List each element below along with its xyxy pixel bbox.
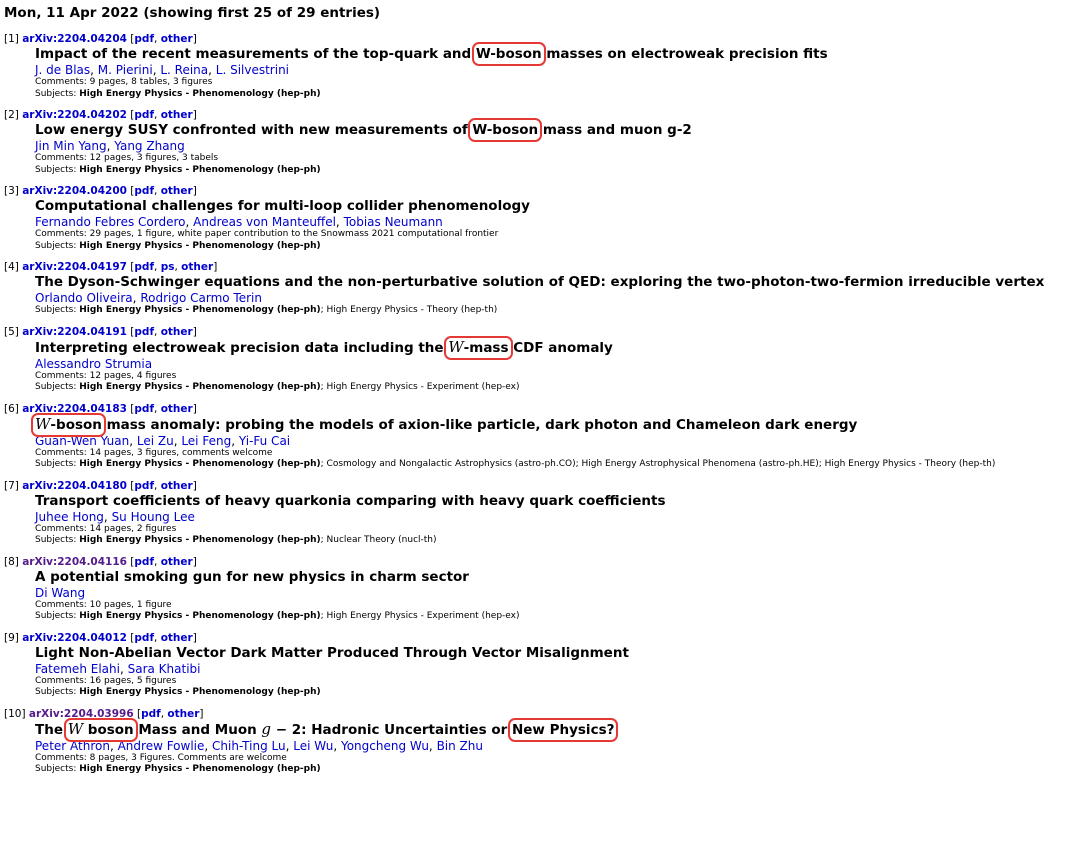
title-text: mass anomaly: probing the models of axion-like particle, dark photon and Chameleon dark energy	[101, 416, 858, 433]
entry-number: [10]	[4, 707, 29, 720]
separator: ,	[154, 109, 161, 121]
bracket-close: ]	[199, 707, 204, 720]
entry-authors	[35, 510, 1080, 524]
entry-comments: Comments: 29 pages, 1 figure, white paper contribution to the Snowmass 2021 computational frontier	[35, 229, 499, 239]
title-text: g − 2: Hadronic Uncertainties or	[261, 719, 512, 738]
math-symbol: W	[67, 719, 84, 738]
subjects-label: Subjects:	[35, 459, 80, 469]
entry-title	[35, 645, 1080, 662]
entry	[4, 631, 1080, 699]
separator: ,	[154, 185, 161, 197]
separator: ,	[106, 139, 115, 153]
arxiv-id-link[interactable]: arXiv:2204.04116	[22, 555, 127, 568]
entry-title	[35, 493, 1080, 510]
subjects-label: Subjects:	[35, 382, 80, 392]
entry-id-line	[4, 479, 1080, 493]
subjects-label: Subjects:	[35, 687, 80, 697]
entry-id-line	[4, 108, 1080, 122]
secondary-subjects: ; High Energy Physics - Theory (hep-th)	[320, 305, 498, 315]
author-link[interactable]: Andrew Fowlie	[117, 738, 205, 753]
entry-subjects	[35, 687, 1080, 699]
arxiv-id-link[interactable]: arXiv:2204.04200	[22, 185, 127, 197]
secondary-subjects: ; Nuclear Theory (nucl-th)	[320, 535, 437, 545]
other-link[interactable]: other	[160, 33, 193, 45]
math-symbol: W	[448, 337, 464, 356]
pdf-link[interactable]: pdf	[134, 33, 155, 45]
separator: ,	[154, 555, 161, 568]
secondary-subjects: ; Cosmology and Nongalactic Astrophysics (astro-ph.CO); High Energy Astrophysical Phenomena (astro-ph.HE); High Energy Physics - Theory (hep-th)	[320, 459, 996, 469]
entry-authors	[35, 739, 1080, 753]
separator: ,	[90, 63, 98, 77]
author-link[interactable]: Chih-Ting Lu	[212, 738, 286, 753]
other-link[interactable]: other	[160, 555, 193, 568]
pdf-link[interactable]: pdf	[141, 707, 161, 720]
entry-subjects	[35, 459, 1080, 471]
author-link[interactable]: Tobias Neumann	[343, 215, 443, 229]
other-link[interactable]: other	[160, 109, 193, 121]
entry	[4, 402, 1080, 471]
entry-authors	[35, 434, 1080, 448]
author-link[interactable]: Sara Khatibi	[127, 661, 201, 676]
primary-subject: High Energy Physics - Phenomenology (hep-ph)	[79, 88, 321, 99]
entry-number: [7]	[4, 479, 23, 492]
primary-subject: High Energy Physics - Phenomenology (hep-ph)	[79, 382, 321, 392]
title-text: Low energy SUSY confronted with new measurements of	[35, 122, 473, 138]
subjects-label: Subjects:	[35, 535, 80, 545]
entry-subjects	[35, 382, 1080, 394]
bracket-close: ]	[192, 33, 197, 45]
entry-title	[35, 122, 1080, 139]
entry-number: [1]	[4, 33, 23, 45]
author-link[interactable]: Andreas von Manteuffel	[193, 215, 336, 229]
entry-comments: Comments: 16 pages, 5 figures	[35, 675, 177, 686]
entry-authors	[35, 215, 1080, 229]
bracket-open: [	[126, 402, 135, 415]
entry-id-line	[4, 631, 1080, 645]
entry-comments: Comments: 9 pages, 8 tables, 3 figures	[35, 77, 213, 87]
bracket-open: [	[126, 325, 135, 338]
separator: ,	[174, 261, 182, 273]
highlighted-term: W-boson	[35, 414, 102, 433]
pdf-link[interactable]: pdf	[134, 185, 155, 197]
secondary-subjects: ; High Energy Physics - Experiment (hep-ex)	[320, 611, 520, 621]
entry-comments: Comments: 14 pages, 3 figures, comments welcome	[35, 447, 273, 458]
highlighted-term: New Physics?	[511, 721, 615, 738]
math-symbol: g	[261, 719, 272, 738]
other-link[interactable]: other	[160, 631, 193, 644]
arxiv-id-link[interactable]: arXiv:2204.04191	[22, 325, 127, 338]
pdf-link[interactable]: pdf	[134, 261, 155, 273]
entry	[4, 184, 1080, 252]
author-link[interactable]: Yi-Fu Cai	[238, 433, 291, 448]
entry-number: [5]	[4, 325, 23, 338]
separator: ,	[173, 433, 182, 448]
author-link[interactable]: Alessandro Strumia	[35, 356, 153, 371]
highlighted-term: W boson	[67, 719, 134, 738]
entry-number: [2]	[4, 109, 23, 121]
entry-title	[35, 339, 1080, 357]
pdf-link[interactable]: pdf	[134, 479, 155, 492]
entry-title	[35, 274, 1080, 291]
bracket-open: [	[126, 185, 135, 197]
entry-subjects	[35, 535, 1080, 547]
other-link[interactable]: other	[160, 185, 193, 197]
separator: ,	[154, 631, 161, 644]
bracket-open: [	[126, 631, 135, 644]
bracket-open: [	[126, 555, 135, 568]
entry-id-line	[4, 555, 1080, 569]
title-text: The	[35, 721, 68, 738]
separator: ,	[428, 738, 437, 753]
author-link[interactable]: Juhee Hong	[35, 509, 104, 524]
bracket-close: ]	[192, 109, 197, 121]
separator: ,	[119, 661, 128, 676]
primary-subject: High Energy Physics - Phenomenology (hep-ph)	[79, 687, 321, 697]
entry-comments: Comments: 14 pages, 2 figures	[35, 523, 177, 534]
primary-subject: High Energy Physics - Phenomenology (hep-ph)	[79, 459, 321, 469]
entry-meta	[35, 493, 1080, 547]
pdf-link[interactable]: pdf	[134, 631, 155, 644]
author-link[interactable]: Lei Zu	[136, 433, 174, 448]
entry-subjects	[35, 241, 1080, 253]
entry-comments: Comments: 12 pages, 4 figures	[35, 370, 177, 381]
math-symbol: W	[35, 414, 51, 433]
bracket-open: [	[126, 261, 135, 273]
subjects-label: Subjects:	[35, 611, 80, 621]
entry-authors	[35, 662, 1080, 676]
entry-id-line	[4, 32, 1080, 46]
bracket-open: [	[126, 109, 135, 121]
entry-meta	[35, 416, 1080, 471]
entry-id-line	[4, 184, 1080, 198]
author-link[interactable]: L. Silvestrini	[215, 63, 290, 77]
author-link[interactable]: Di Wang	[35, 585, 86, 600]
entry-title	[35, 416, 1080, 434]
arxiv-id-link[interactable]: arXiv:2204.04012	[22, 631, 127, 644]
author-link[interactable]: Peter Athron	[35, 738, 110, 753]
entry	[4, 32, 1080, 100]
primary-subject: High Energy Physics - Phenomenology (hep-ph)	[79, 764, 321, 774]
title-text: The Dyson-Schwinger equations and the non-perturbative solution of QED: exploring the two-photon-two-fermion irreducible vertex	[35, 274, 1045, 290]
highlighted-term: W-boson	[475, 46, 542, 62]
title-text: A potential smoking gun for new physics in charm sector	[35, 568, 469, 585]
title-text: mass and muon g-2	[538, 122, 692, 138]
subjects-label: Subjects:	[35, 305, 80, 315]
highlighted-term: W-mass	[448, 337, 509, 356]
arxiv-id-link[interactable]: arXiv:2204.04183	[22, 402, 127, 415]
entry-comments: Comments: 8 pages, 3 Figures. Comments are welcome	[35, 752, 287, 763]
entry-meta	[35, 339, 1080, 394]
author-link[interactable]: Rodrigo Carmo Terin	[140, 291, 262, 305]
separator: ,	[285, 738, 294, 753]
entry	[4, 479, 1080, 547]
separator: ,	[333, 738, 341, 753]
entry-comments: Comments: 12 pages, 3 figures, 3 tabels	[35, 153, 219, 163]
author-link[interactable]: Fernando Febres Cordero	[35, 215, 186, 229]
pdf-link[interactable]: pdf	[134, 402, 155, 415]
entry-meta	[35, 569, 1080, 623]
entry-authors	[35, 357, 1080, 371]
subjects-label: Subjects:	[35, 88, 80, 99]
entry-id-line	[4, 402, 1080, 416]
primary-subject: High Energy Physics - Phenomenology (hep-ph)	[79, 164, 321, 175]
separator: ,	[154, 33, 161, 45]
ps-link[interactable]: ps	[160, 261, 175, 273]
primary-subject: High Energy Physics - Phenomenology (hep-ph)	[79, 305, 321, 315]
bracket-open: [	[133, 707, 142, 720]
author-link[interactable]: Yang Zhang	[114, 139, 185, 153]
bracket-close: ]	[192, 555, 197, 568]
author-link[interactable]: J. de Blas	[35, 63, 91, 77]
entry-authors	[35, 586, 1080, 600]
title-text: Interpreting electroweak precision data including the	[35, 339, 449, 356]
entry-subjects	[35, 305, 1080, 317]
entry-number: [8]	[4, 555, 23, 568]
title-text: Transport coefficients of heavy quarkonia comparing with heavy quark coefficients	[35, 492, 666, 509]
other-link[interactable]: other	[160, 479, 193, 492]
author-link[interactable]: Fatemeh Elahi	[35, 661, 120, 676]
author-link[interactable]: Jin Min Yang	[35, 139, 107, 153]
entry-title	[35, 46, 1080, 63]
entry-number: [6]	[4, 402, 23, 415]
other-link[interactable]: other	[160, 402, 193, 415]
arxiv-id-link[interactable]: arXiv:2204.04204	[22, 33, 127, 45]
arxiv-id-link[interactable]: arXiv:2204.04202	[22, 109, 127, 121]
author-link[interactable]: L. Reina	[160, 63, 209, 77]
arxiv-id-link[interactable]: arXiv:2204.04180	[22, 479, 127, 492]
title-text: Impact of the recent measurements of the top-quark and	[35, 46, 476, 62]
separator: ,	[132, 291, 141, 305]
entry	[4, 555, 1080, 623]
entry-subjects	[35, 89, 1080, 101]
author-link[interactable]: Lei Wu	[293, 738, 334, 753]
separator: ,	[154, 325, 161, 338]
author-link[interactable]: Su Houng Lee	[111, 509, 195, 524]
entry	[4, 325, 1080, 394]
other-link[interactable]: other	[181, 261, 214, 273]
entry-number: [4]	[4, 261, 23, 273]
bracket-close: ]	[192, 631, 197, 644]
entry-comments: Comments: 10 pages, 1 figure	[35, 599, 172, 610]
bracket-close: ]	[213, 261, 218, 273]
entry-title	[35, 198, 1080, 215]
other-link[interactable]: other	[167, 707, 200, 720]
title-text: masses on electroweak precision fits	[541, 46, 828, 62]
entry-meta	[35, 46, 1080, 100]
highlighted-term: W-boson	[472, 122, 539, 138]
bracket-close: ]	[192, 185, 197, 197]
author-link[interactable]: Bin Zhu	[436, 738, 483, 753]
primary-subject: High Energy Physics - Phenomenology (hep-ph)	[79, 535, 321, 545]
entry	[4, 260, 1080, 317]
entry-number: [3]	[4, 185, 23, 197]
other-link[interactable]: other	[160, 325, 193, 338]
author-link[interactable]: M. Pierini	[97, 63, 153, 77]
subjects-label: Subjects:	[35, 164, 80, 175]
separator: ,	[154, 261, 161, 273]
separator: ,	[103, 509, 112, 524]
entry-id-line	[4, 260, 1080, 274]
separator: ,	[231, 433, 239, 448]
pdf-link[interactable]: pdf	[134, 109, 155, 121]
bracket-close: ]	[192, 402, 197, 415]
arxiv-id-link[interactable]: arXiv:2204.03996	[28, 707, 134, 720]
entry-subjects	[35, 611, 1080, 623]
entry-meta	[35, 645, 1080, 699]
separator: ,	[335, 215, 344, 229]
arxiv-id-link[interactable]: arXiv:2204.04197	[22, 261, 127, 273]
entry-title	[35, 721, 1080, 739]
separator: ,	[154, 479, 161, 492]
pdf-link[interactable]: pdf	[134, 325, 155, 338]
entry-list	[4, 32, 1080, 776]
entry-meta	[35, 721, 1080, 776]
title-text: Computational challenges for multi-loop collider phenomenology	[35, 198, 530, 214]
entry-number: [9]	[4, 631, 23, 644]
entry-meta	[35, 198, 1080, 252]
primary-subject: High Energy Physics - Phenomenology (hep-ph)	[79, 240, 321, 251]
bracket-open: [	[126, 33, 135, 45]
title-text: Light Non-Abelian Vector Dark Matter Produced Through Vector Misalignment	[35, 644, 629, 661]
entry-authors	[35, 63, 1080, 77]
author-link[interactable]: Guan-Wen Yuan	[35, 433, 130, 448]
subjects-label: Subjects:	[35, 764, 80, 774]
separator: ,	[208, 63, 216, 77]
bracket-close: ]	[192, 479, 197, 492]
entry-id-line	[4, 325, 1080, 339]
author-link[interactable]: Yongcheng Wu	[340, 738, 429, 753]
entry-title	[35, 569, 1080, 586]
title-text: CDF anomaly	[508, 339, 613, 356]
entry-id-line	[4, 707, 1080, 721]
entry	[4, 108, 1080, 176]
separator: ,	[109, 738, 118, 753]
separator: ,	[160, 707, 168, 720]
separator: ,	[152, 63, 161, 77]
author-link[interactable]: Lei Feng	[181, 433, 232, 448]
subjects-label: Subjects:	[35, 240, 80, 251]
separator: ,	[154, 402, 161, 415]
bracket-open: [	[126, 479, 135, 492]
entry-meta	[35, 274, 1080, 317]
pdf-link[interactable]: pdf	[134, 555, 155, 568]
primary-subject: High Energy Physics - Phenomenology (hep-ph)	[79, 611, 321, 621]
entry-subjects	[35, 165, 1080, 177]
author-link[interactable]: Orlando Oliveira	[35, 291, 133, 305]
separator: ,	[129, 433, 137, 448]
entry-authors	[35, 139, 1080, 153]
entry	[4, 707, 1080, 776]
secondary-subjects: ; High Energy Physics - Experiment (hep-ex)	[320, 382, 520, 392]
title-text: Mass and Muon	[133, 721, 262, 738]
separator: ,	[204, 738, 213, 753]
entry-authors	[35, 291, 1080, 305]
date-header: Mon, 11 Apr 2022 (showing first 25 of 29 entries)	[4, 5, 381, 21]
bracket-close: ]	[192, 325, 197, 338]
separator: ,	[185, 215, 194, 229]
entry-subjects	[35, 764, 1080, 776]
entry-meta	[35, 122, 1080, 176]
